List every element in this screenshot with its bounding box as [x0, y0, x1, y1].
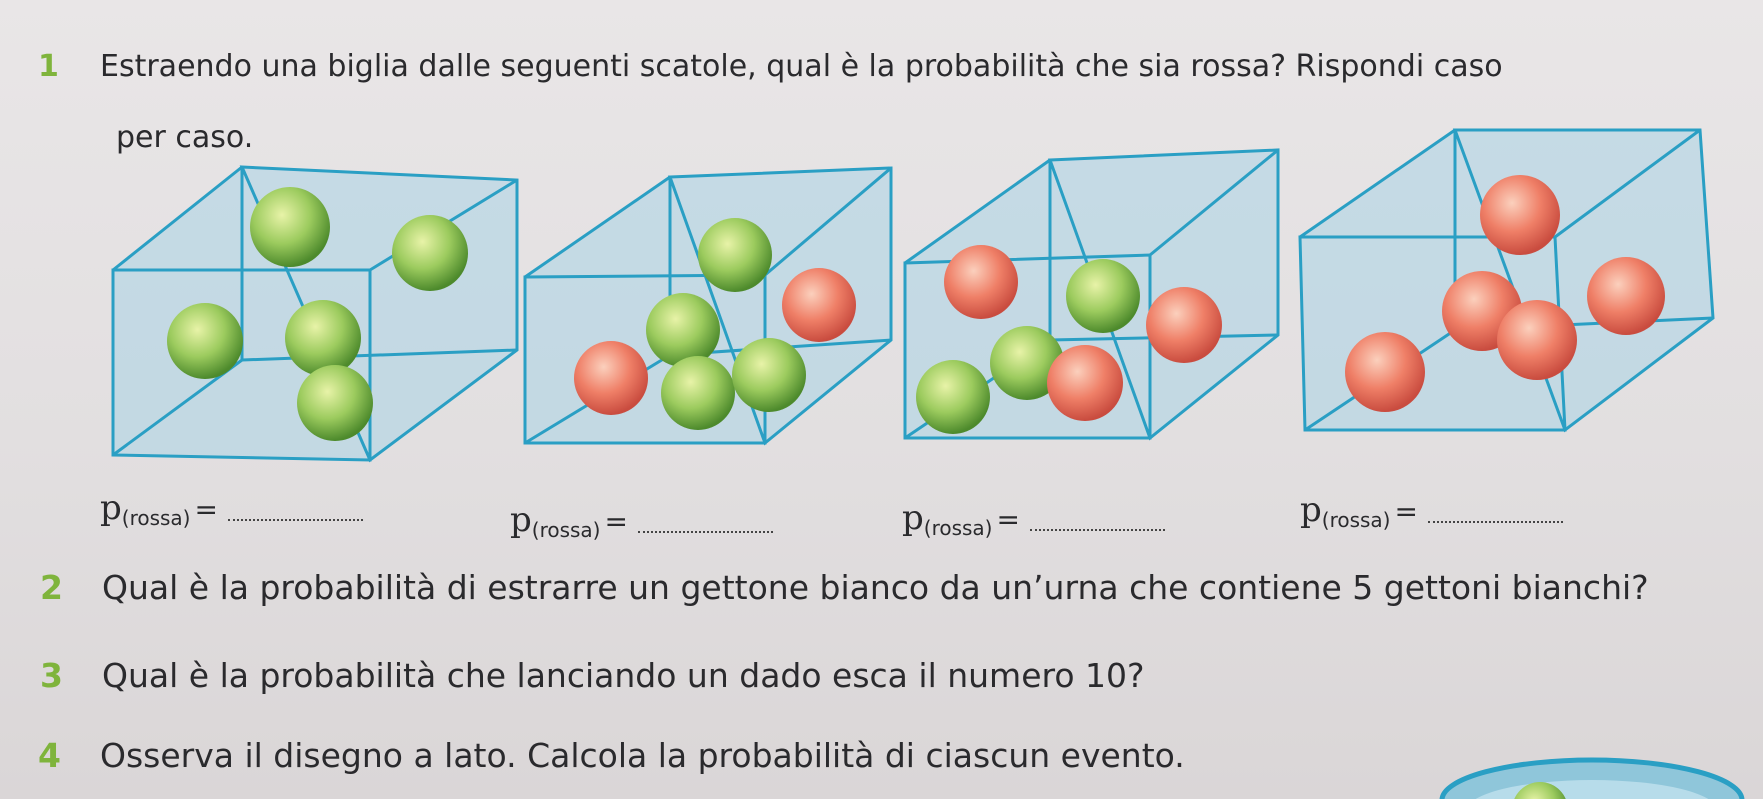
red-marble — [782, 268, 856, 342]
box-2 — [525, 168, 891, 443]
exercise-3 — [40, 656, 1145, 695]
exercise-text: Estraendo una biglia dalle seguenti scatole, qual è la probabilità che sia rossa? Rispondi caso — [100, 49, 1503, 84]
exercise-number: 3 — [40, 656, 63, 695]
exercise-2 — [40, 568, 1649, 607]
urn-illustration — [1420, 740, 1763, 799]
box-4 — [1300, 130, 1713, 430]
probability-answer-3: $p_{(rossa)}$ = — [902, 498, 1165, 540]
exercise-number: 1 — [38, 49, 59, 84]
green-marble — [285, 300, 361, 376]
probability-answer-2: $p_{(rossa)}$ = — [510, 500, 773, 542]
red-marble — [1047, 345, 1123, 421]
answer-blank[interactable] — [1428, 521, 1563, 523]
probability-answer-1: $p_{(rossa)}$ = — [100, 488, 363, 530]
green-marble — [698, 218, 772, 292]
exercise-text: Qual è la probabilità di estrarre un gettone bianco da un’urna che contiene 5 gettoni bianchi? — [102, 568, 1649, 607]
red-marble — [1345, 332, 1425, 412]
answer-blank[interactable] — [1030, 529, 1165, 531]
green-marble — [167, 303, 243, 379]
red-marble — [1480, 175, 1560, 255]
red-marble — [944, 245, 1018, 319]
answer-blank[interactable] — [638, 531, 773, 533]
red-marble — [1146, 287, 1222, 363]
green-marble — [732, 338, 806, 412]
green-marble — [392, 215, 468, 291]
exercise-text: Osserva il disegno a lato. Calcola la probabilità di ciascun evento. — [100, 736, 1185, 775]
box-3 — [905, 150, 1278, 438]
exercise-number: 2 — [40, 568, 63, 607]
red-marble — [1497, 300, 1577, 380]
exercise-1-line2: per caso. — [116, 120, 254, 155]
exercise-number: 4 — [38, 736, 61, 775]
green-marble — [646, 293, 720, 367]
green-marble — [916, 360, 990, 434]
green-marble — [1066, 259, 1140, 333]
green-marble — [297, 365, 373, 441]
answer-blank[interactable] — [228, 519, 363, 521]
green-marble — [250, 187, 330, 267]
green-marble — [661, 356, 735, 430]
box-1 — [113, 167, 517, 460]
red-marble — [1587, 257, 1665, 335]
probability-answer-4: $p_{(rossa)}$ = — [1300, 490, 1563, 532]
red-marble — [574, 341, 648, 415]
exercise-4 — [38, 736, 1185, 775]
exercise-text: Qual è la probabilità che lanciando un dado esca il numero 10? — [102, 656, 1145, 695]
